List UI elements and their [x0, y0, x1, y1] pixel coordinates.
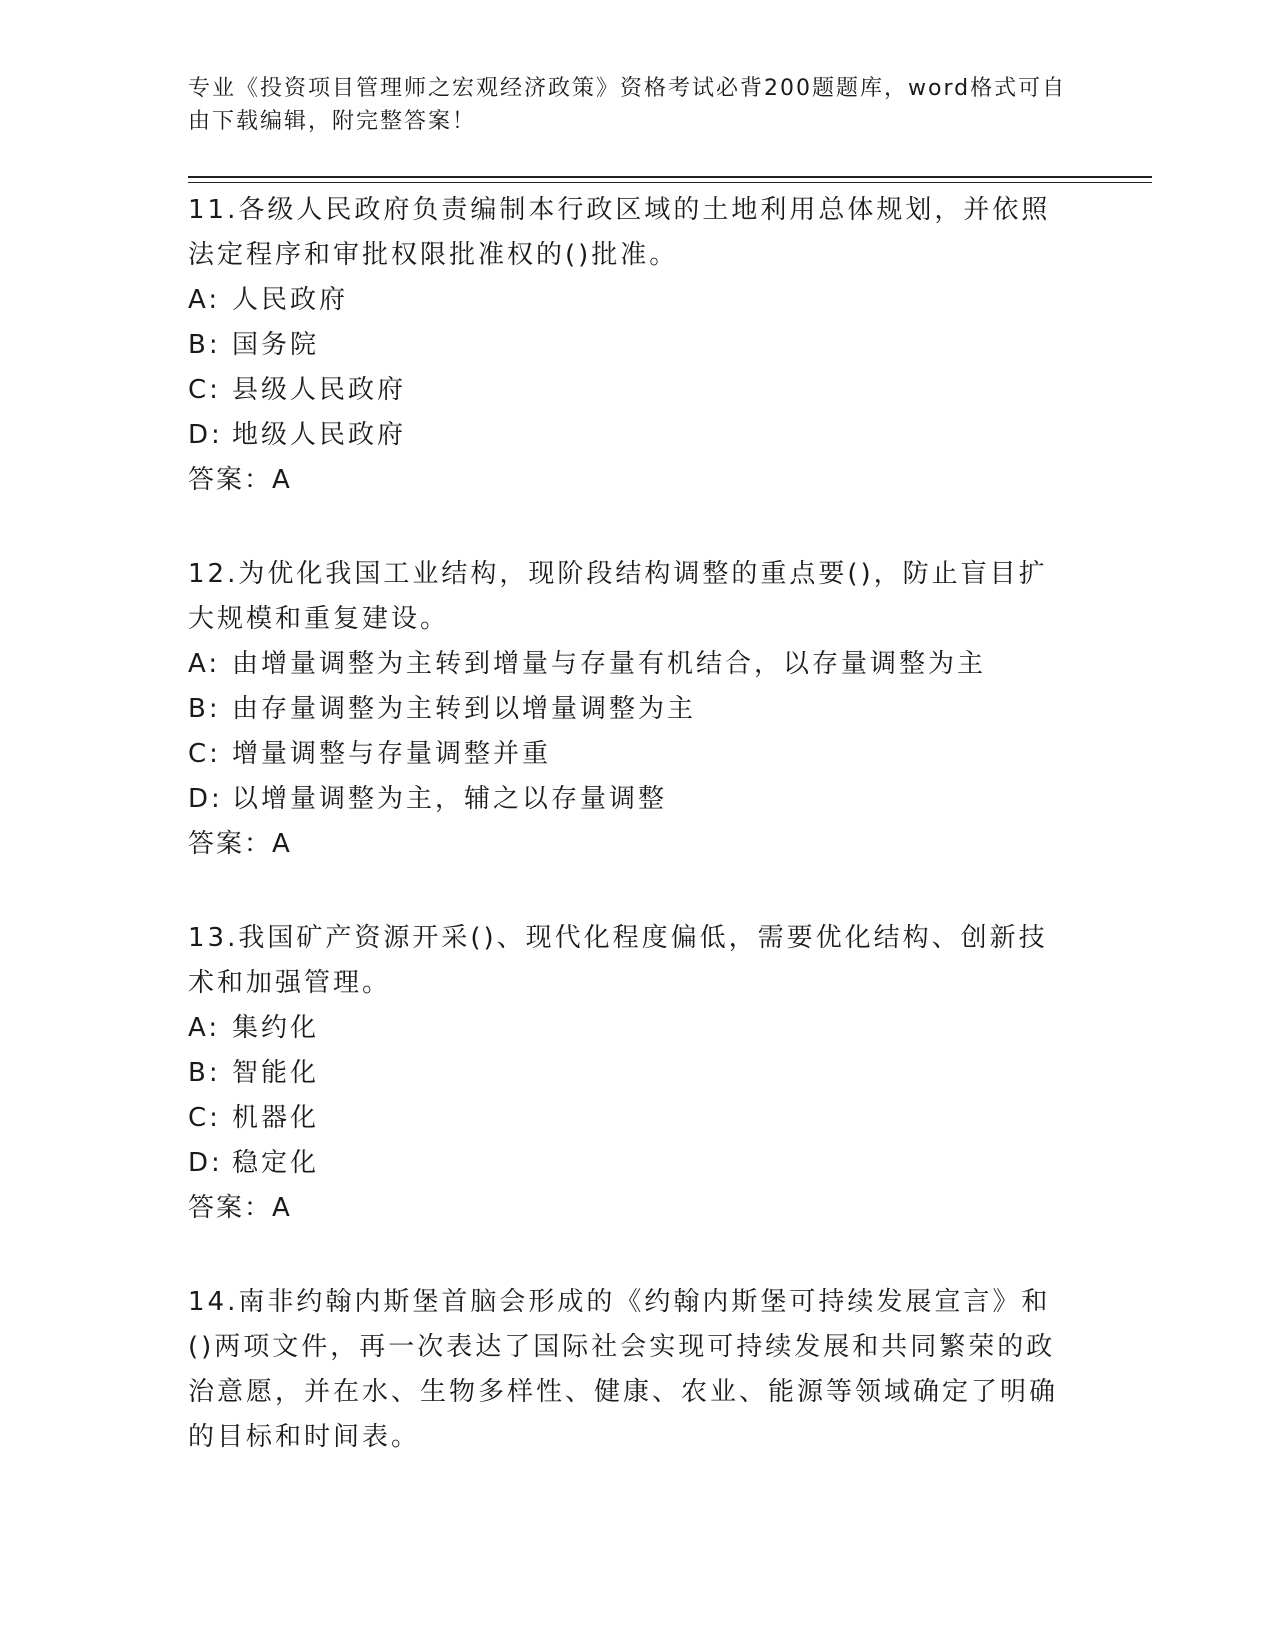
option-d — [188, 1141, 1068, 1186]
option-d — [188, 413, 1068, 458]
option-c — [188, 368, 1068, 413]
option-key: A: — [188, 285, 221, 315]
option-text: 集约化 — [232, 1013, 320, 1043]
option-text: 智能化 — [232, 1058, 320, 1088]
option-a — [188, 642, 1068, 687]
option-key: C: — [188, 375, 221, 405]
question-stem: 11.各级人民政府负责编制本行政区域的土地利用总体规划，并依照法定程序和审批权限批准权的()批准。 — [188, 195, 1051, 270]
option-text: 地级人民政府 — [232, 420, 407, 450]
option-text: 稳定化 — [232, 1148, 320, 1178]
option-key: D: — [188, 420, 223, 450]
option-key: B: — [188, 1058, 221, 1088]
option-key: D: — [188, 1148, 223, 1178]
answer-line: 答案：A — [188, 1193, 292, 1223]
option-text: 增量调整与存量调整并重 — [232, 739, 552, 769]
question-stem: 13.我国矿产资源开采()、现代化程度偏低，需要优化结构、创新技术和加强管理。 — [188, 923, 1048, 998]
option-key: B: — [188, 694, 221, 724]
option-text: 县级人民政府 — [232, 375, 407, 405]
option-d — [188, 777, 1068, 822]
option-b — [188, 687, 1068, 732]
header-rule-thin — [188, 182, 1152, 183]
answer-line: 答案：A — [188, 829, 292, 859]
question-stem: 14.南非约翰内斯堡首脑会形成的《约翰内斯堡可持续发展宣言》和()两项文件，再一次表达了国际社会实现可持续发展和共同繁荣的政治意愿，并在水、生物多样性、健康、农业、能源等领域确定了明确的目标和时间表。 — [188, 1287, 1059, 1452]
document-header: 专业《投资项目管理师之宏观经济政策》资格考试必背200题题库，word格式可自由下载编辑，附完整答案！ — [188, 76, 1067, 134]
option-text: 由存量调整为主转到以增量调整为主 — [232, 694, 697, 724]
option-text: 由增量调整为主转到增量与存量有机结合，以存量调整为主 — [232, 649, 987, 679]
question-12 — [188, 552, 1068, 867]
option-b — [188, 323, 1068, 368]
question-11 — [188, 188, 1068, 503]
option-c — [188, 1096, 1068, 1141]
option-text: 国务院 — [232, 330, 320, 360]
question-stem: 12.为优化我国工业结构，现阶段结构调整的重点要()，防止盲目扩大规模和重复建设。 — [188, 559, 1048, 634]
option-b — [188, 1051, 1068, 1096]
question-14 — [188, 1280, 1068, 1460]
option-key: A: — [188, 1013, 221, 1043]
option-key: C: — [188, 739, 221, 769]
option-a — [188, 278, 1068, 323]
option-key: C: — [188, 1103, 221, 1133]
option-key: D: — [188, 784, 223, 814]
option-text: 以增量调整为主，辅之以存量调整 — [232, 784, 668, 814]
header-rule-thick — [188, 176, 1152, 178]
option-text: 机器化 — [232, 1103, 320, 1133]
option-key: B: — [188, 330, 221, 360]
option-c — [188, 732, 1068, 777]
question-list — [188, 188, 1068, 1509]
answer-line: 答案：A — [188, 465, 292, 495]
option-a — [188, 1006, 1068, 1051]
option-text: 人民政府 — [232, 285, 349, 315]
option-key: A: — [188, 649, 221, 679]
question-13 — [188, 916, 1068, 1231]
